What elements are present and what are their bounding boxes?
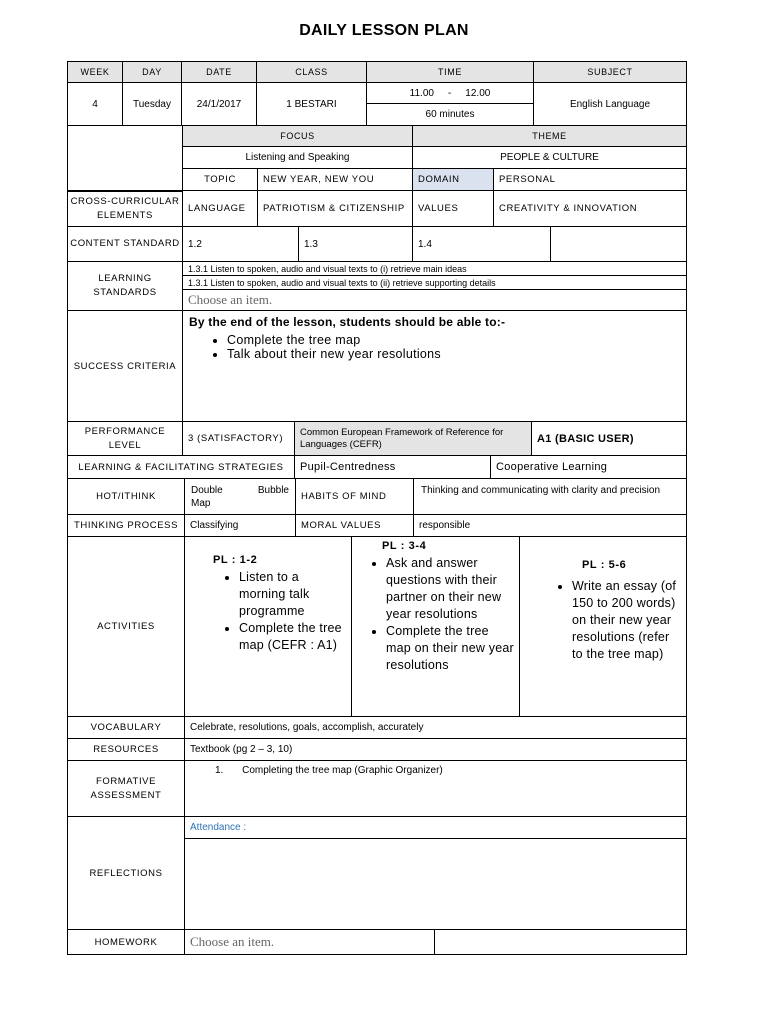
values-element: VALUES [412, 190, 494, 227]
success-criteria-intro: By the end of the lesson, students should be able to:- [189, 315, 506, 329]
time-end: 12.00 [465, 87, 491, 99]
theme-label: THEME [412, 125, 687, 147]
vocabulary-label: VOCABULARY [67, 716, 185, 739]
reflections-label: REFLECTIONS [67, 816, 185, 930]
learning-standards-label: LEARNING STANDARDS [67, 261, 183, 311]
map-word-1: Double [191, 485, 223, 496]
formative-assessment-label: FORMATIVE ASSESSMENT [67, 760, 185, 817]
cross-curricular-label: CROSS-CURRICULAR ELEMENTS [67, 190, 183, 227]
learning-standard-1: 1.3.1 Listen to spoken, audio and visual texts to (i) retrieve main ideas [182, 261, 687, 276]
content-standard-4 [550, 226, 687, 262]
hot-ithink-value [184, 478, 296, 515]
vocabulary-value: Celebrate, resolutions, goals, accomplish, accurately [184, 716, 687, 739]
pl-5-6-heading: PL : 5-6 [582, 559, 627, 571]
page-title: DAILY LESSON PLAN [299, 22, 469, 39]
attendance-field[interactable]: Attendance : [184, 816, 687, 839]
activities-pl-1-2 [184, 536, 352, 717]
reflections-field[interactable] [184, 838, 687, 930]
thinking-process-label: THINKING PROCESS [67, 514, 185, 537]
learning-standard-2: 1.3.1 Listen to spoken, audio and visual texts to (ii) retrieve supporting details [182, 275, 687, 290]
thinking-process-value: Classifying [184, 514, 296, 537]
strategy-value-2: Cooperative Learning [490, 455, 687, 479]
success-criteria-item: • Complete the tree map [227, 333, 680, 347]
focus-value: Listening and Speaking [182, 146, 413, 169]
hot-ithink-label: HOT/ITHINK [67, 478, 185, 515]
pl-1-2-heading: PL : 1-2 [213, 554, 258, 566]
learning-standard-choose-item[interactable]: Choose an item. [182, 289, 687, 311]
topic-label: TOPIC [182, 168, 258, 191]
performance-level-label: PERFORMANCE LEVEL [67, 421, 183, 456]
success-criteria-content [182, 310, 687, 422]
formative-item-number: 1. [215, 765, 224, 776]
header-subject-label: SUBJECT [533, 61, 687, 83]
domain-value: PERSONAL [493, 168, 687, 191]
habits-of-mind-value: Thinking and communicating with clarity and precision [413, 478, 687, 515]
content-standard-2: 1.3 [298, 226, 413, 262]
habits-of-mind-label: HABITS OF MIND [295, 478, 414, 515]
duration-value: 60 minutes [366, 103, 534, 126]
header-week-label: WEEK [67, 61, 123, 83]
patriotism-element: PATRIOTISM & CITIZENSHIP [257, 190, 413, 227]
focus-empty-cell [67, 125, 183, 192]
class-value: 1 BESTARI [256, 82, 367, 126]
header-class-label: CLASS [256, 61, 367, 83]
time-separator: - [447, 87, 452, 99]
moral-values-label: MORAL VALUES [295, 514, 414, 537]
week-value: 4 [67, 82, 123, 126]
theme-value: PEOPLE & CULTURE [412, 146, 687, 169]
content-standard-1: 1.2 [182, 226, 299, 262]
content-standard-label: CONTENT STANDARD [67, 226, 183, 262]
pl-5-6-item: • Write an essay (of 150 to 200 words) on their new year resolutions (refer to the tree map) [572, 578, 680, 663]
pl-3-4-item: • Ask and answer questions with their partner on their new year resolutions [386, 555, 515, 623]
strategy-value-1: Pupil-Centredness [294, 455, 491, 479]
map-word-2: Bubble [257, 485, 289, 496]
map-word-3: Map [191, 498, 211, 509]
resources-value: Textbook (pg 2 – 3, 10) [184, 738, 687, 761]
focus-label: FOCUS [182, 125, 413, 147]
cefr-label: Common European Framework of Reference for Languages (CEFR) [294, 421, 532, 456]
formative-assessment-value [184, 760, 687, 817]
strategies-label: LEARNING & FACILITATING STRATEGIES [67, 455, 295, 479]
performance-level-value: 3 (SATISFACTORY) [182, 421, 295, 456]
activities-pl-3-4 [351, 536, 520, 717]
domain-label: DOMAIN [412, 168, 494, 191]
homework-choose-item[interactable]: Choose an item. [184, 929, 435, 955]
activities-label: ACTIVITIES [67, 536, 185, 717]
pl-1-2-item: • Listen to a morning talk programme [239, 569, 345, 620]
pl-3-4-heading: PL : 3-4 [382, 540, 427, 552]
success-criteria-label: SUCCESS CRITERIA [67, 310, 183, 422]
time-start: 11.00 [409, 87, 434, 99]
time-range [366, 82, 534, 104]
resources-label: RESOURCES [67, 738, 185, 761]
day-value: Tuesday [122, 82, 182, 126]
cefr-value: A1 (BASIC USER) [531, 421, 687, 456]
header-time-label: TIME [366, 61, 534, 83]
header-date-label: DATE [181, 61, 257, 83]
success-criteria-item: • Talk about their new year resolutions [227, 347, 680, 361]
date-value: 24/1/2017 [181, 82, 257, 126]
moral-values-value: responsible [413, 514, 687, 537]
activities-pl-5-6 [519, 536, 687, 717]
formative-item-text: Completing the tree map (Graphic Organizer) [242, 765, 443, 776]
homework-label: HOMEWORK [67, 929, 185, 955]
creativity-element: CREATIVITY & INNOVATION [493, 190, 687, 227]
content-standard-3: 1.4 [412, 226, 551, 262]
pl-3-4-item: • Complete the tree map on their new year resolutions [386, 623, 515, 674]
header-day-label: DAY [122, 61, 182, 83]
homework-extra-field[interactable] [434, 929, 687, 955]
language-element: LANGUAGE [182, 190, 258, 227]
pl-1-2-item: • Complete the tree map (CEFR : A1) [239, 620, 345, 654]
subject-value: English Language [533, 82, 687, 126]
topic-value: NEW YEAR, NEW YOU [257, 168, 413, 191]
